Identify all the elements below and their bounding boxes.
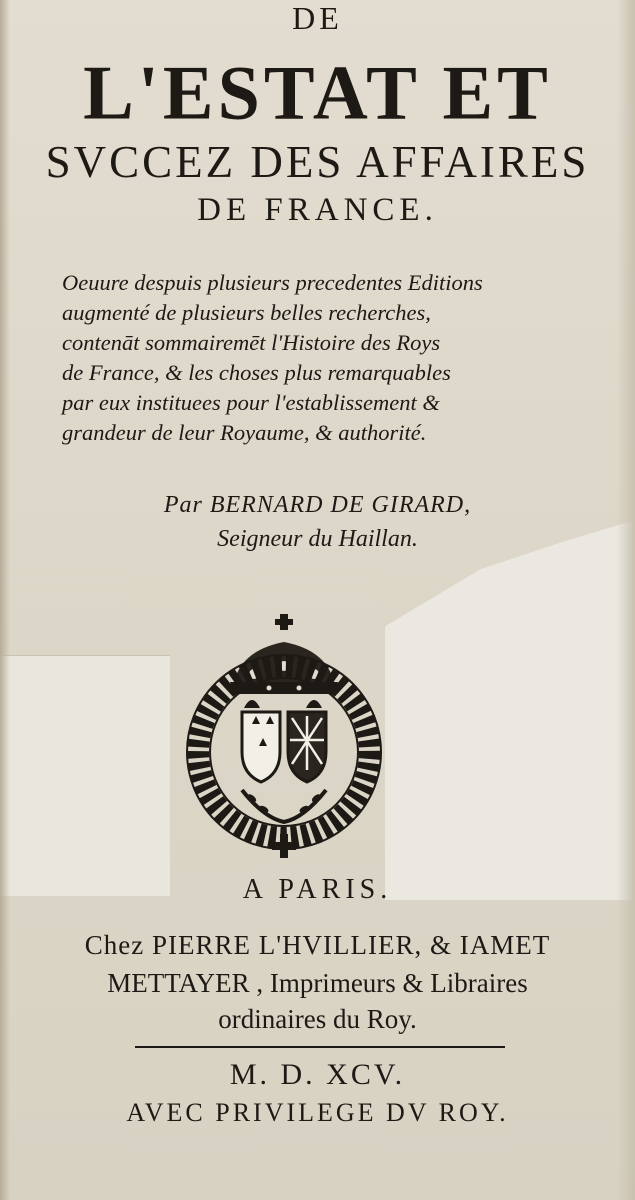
paper-repair-left <box>0 655 170 896</box>
divider-rule <box>135 1046 505 1048</box>
france-shield-icon <box>242 712 280 782</box>
author-title: Seigneur du Haillan. <box>217 526 418 552</box>
description-line: contenāt sommairemēt l'Histoire des Roys <box>62 330 441 355</box>
imprint-city: A PARIS. <box>242 874 393 905</box>
publication-year: M. D. XCV. <box>229 1058 406 1091</box>
privilege-line: AVEC PRIVILEGE DV ROY. <box>126 1098 509 1127</box>
publisher-line-3: ordinaires du Roy. <box>218 1004 417 1034</box>
description-line: Oeuure despuis plusieurs precedentes Editions <box>62 270 483 295</box>
main-title: L'ESTAT ET <box>83 50 552 136</box>
description-line: de France, & les choses plus remarquables <box>62 360 451 385</box>
royal-arms-emblem <box>172 612 396 862</box>
description-line: grandeur de leur Royaume, & authorité. <box>62 420 427 445</box>
title-de: DE <box>292 0 343 36</box>
publisher-line-1: Chez PIERRE L'HVILLIER, & IAMET <box>84 930 551 960</box>
subtitle-de-france: DE FRANCE. <box>197 192 438 228</box>
author-line: Par BERNARD DE GIRARD, <box>163 492 472 518</box>
subtitle: SVCCEZ DES AFFAIRES <box>45 137 590 187</box>
description-line: par eux instituees pour l'establissement & <box>62 390 440 415</box>
paper-repair-right <box>385 520 635 900</box>
publisher-line-2: METTAYER , Imprimeurs & Libraires <box>107 968 528 998</box>
crown-cross-icon <box>275 614 293 630</box>
description <box>62 268 582 448</box>
description-line: augmenté de plusieurs belles recherches, <box>62 300 431 325</box>
